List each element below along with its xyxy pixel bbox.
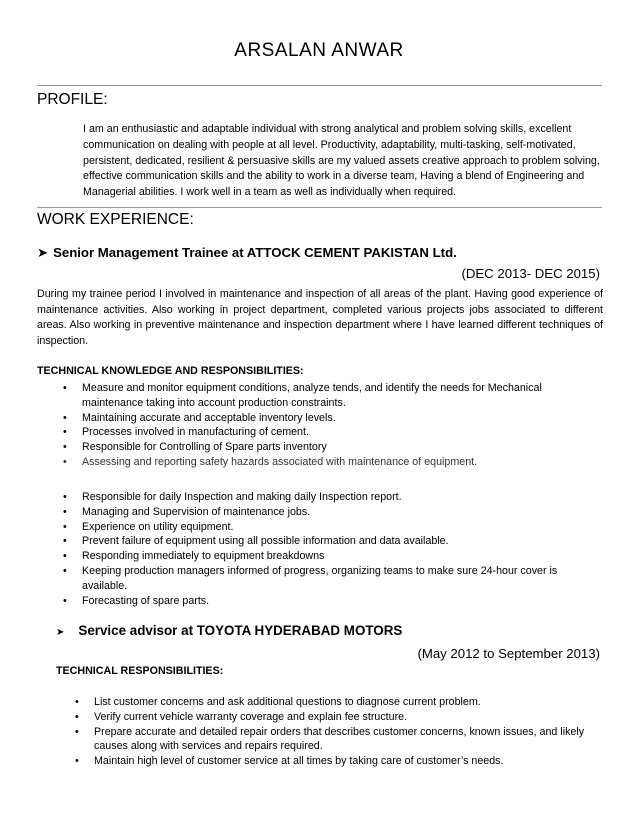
- list-item: • Forecasting of spare parts.: [46, 594, 602, 609]
- job2-subheading: TECHNICAL RESPONSIBILITIES:: [56, 665, 224, 677]
- work-experience-heading: WORK EXPERIENCE:: [37, 211, 194, 228]
- list-item: • Responsible for daily Inspection and making daily Inspection report.: [46, 490, 602, 505]
- job2-responsibilities-list: [58, 695, 603, 769]
- list-item: • Managing and Supervision of maintenance jobs.: [46, 505, 602, 520]
- profile-paragraph: I am an enthusiastic and adaptable individual with strong analytical and problem solving skills, excellent communication on dealing with people at all level. Productivity, adaptability, multi-tasking, self-motivated, persistent, dedicated, resilient & persuasive skills are my valued assets creative approach to problem solving, effective communication skills and the ability to work in a diverse team, Having a blend of Engineering and Managerial abilities. I work well in a team as well as individually when required.: [83, 123, 600, 199]
- job1-dates: (DEC 2013- DEC 2015): [461, 266, 600, 281]
- job1-description: During my trainee period I involved in maintenance and inspection of all areas of the plant. Having good experience of maintenance activities. Also working in project department, completed various projects jobs associated to different areas. Also working in preventive maintenance and inspection department where I have learned different techniques of inspection.: [37, 288, 603, 347]
- job2-title: [56, 623, 402, 638]
- list-item: • Responding immediately to equipment breakdowns: [46, 549, 602, 564]
- list-item: • List customer concerns and ask additional questions to diagnose current problem.: [58, 695, 603, 710]
- job2-title-text: Service advisor at TOYOTA HYDERABAD MOTORS: [78, 623, 403, 638]
- arrow-bullet-icon: ➤: [56, 627, 65, 638]
- list-item: • Responsible for Controlling of Spare parts inventory: [46, 440, 602, 455]
- list-item: • Verify current vehicle warranty coverage and explain fee structure.: [58, 710, 603, 725]
- section-divider: [37, 207, 602, 208]
- job1-responsibilities-list-b: [46, 490, 602, 608]
- list-item: • Maintaining accurate and acceptable inventory levels.: [46, 411, 602, 426]
- job2-dates: (May 2012 to September 2013): [417, 646, 600, 661]
- candidate-name: ARSALAN ANWAR: [234, 40, 404, 61]
- job1-title: [37, 245, 457, 261]
- list-item: • Measure and monitor equipment conditions, analyze tends, and identify the needs for Mechanical maintenance taking into account production constraints.: [46, 381, 602, 411]
- job1-responsibilities-list-a: [46, 381, 602, 470]
- arrow-bullet-icon: ➤: [37, 245, 49, 260]
- list-item: • Maintain high level of customer service at all times by taking care of customer’s needs.: [58, 754, 603, 769]
- profile-text: [37, 122, 603, 201]
- list-item: • Prepare accurate and detailed repair orders that describes customer concerns, known issues, and likely causes along with services and repairs required.: [58, 725, 603, 755]
- section-divider: [37, 85, 602, 86]
- job1-subheading: TECHNICAL KNOWLEDGE AND RESPONSIBILITIES:: [37, 365, 304, 377]
- list-item: • Keeping production managers informed of progress, organizing teams to make sure 24-hour cover is available.: [46, 564, 602, 594]
- list-item: • Assessing and reporting safety hazards associated with maintenance of equipment.: [46, 455, 602, 470]
- job1-title-text: Senior Management Trainee at ATTOCK CEMENT PAKISTAN Ltd.: [53, 245, 457, 260]
- profile-heading: PROFILE:: [37, 91, 108, 108]
- list-item: • Processes involved in manufacturing of cement.: [46, 425, 602, 440]
- list-item: • Experience on utility equipment.: [46, 520, 602, 535]
- list-item: • Prevent failure of equipment using all possible information and data available.: [46, 534, 602, 549]
